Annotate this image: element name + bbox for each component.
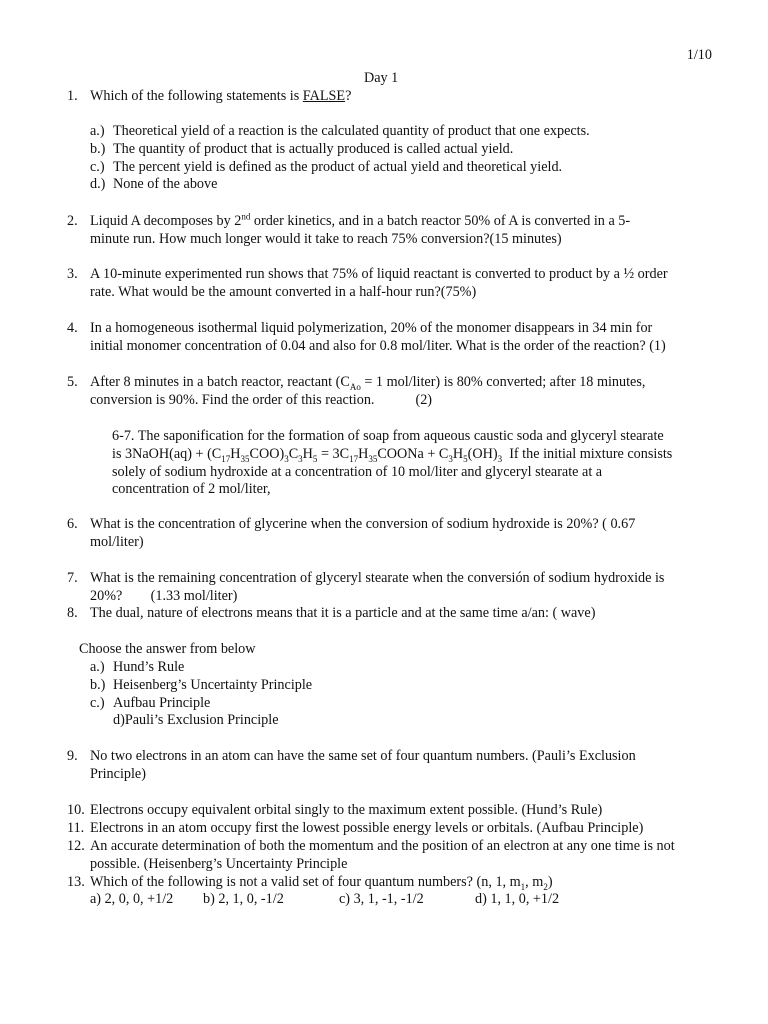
eq-part: (OH) xyxy=(467,445,498,462)
subscript: Ao xyxy=(349,381,361,392)
option-label: d.) xyxy=(90,176,106,193)
subscript: 3 xyxy=(284,453,289,464)
option-b: b) 2, 1, 0, -1/2 xyxy=(203,891,284,907)
question-1-options xyxy=(90,123,590,194)
question-5 xyxy=(67,374,717,410)
question-text: Electrons occupy equivalent orbital singly to the maximum extent possible. (Hund’s Rule) xyxy=(90,802,603,818)
subscript: 35 xyxy=(240,453,250,464)
option-text: None of the above xyxy=(113,176,218,193)
question-number: 4. xyxy=(67,320,78,336)
option-label: c.) xyxy=(90,158,105,175)
option-text: Theoretical yield of a reaction is the calculated quantity of product that one expects. xyxy=(113,123,590,139)
subscript: 3 xyxy=(448,453,453,464)
subscript: 17 xyxy=(349,453,359,464)
question-text-line2: Principle) xyxy=(90,765,146,782)
option-a xyxy=(90,123,590,141)
eq-part: = 3C xyxy=(317,445,350,462)
option-a: a) 2, 0, 0, +1/2 xyxy=(90,891,174,907)
option-label: b.) xyxy=(90,140,106,157)
block-text: 6-7. The saponification for the formation of soap from aqueous caustic soda and glyceryl stearate xyxy=(112,428,664,444)
subscript: 17 xyxy=(221,453,231,464)
question-number: 1. xyxy=(67,88,78,104)
option-b xyxy=(90,141,590,159)
eq-part: C xyxy=(288,445,299,462)
option-label: a.) xyxy=(90,659,105,675)
eq-part: is 3NaOH(aq) + (C xyxy=(112,445,222,462)
question-text-line2: initial monomer concentration of 0.04 and also for 0.8 mol/liter. What is the order of the reaction? (1) xyxy=(90,337,666,354)
subscript: 2 xyxy=(543,881,548,892)
question-number: 6. xyxy=(67,516,78,532)
option-d: d) 1, 1, 0, +1/2 xyxy=(475,891,560,907)
question-number: 10. xyxy=(67,802,85,818)
question-number: 13. xyxy=(67,874,85,890)
subscript: 35 xyxy=(368,453,378,464)
question-number: 8. xyxy=(67,605,78,621)
question-text: In a homogeneous isothermal liquid polymerization, 20% of the monomer disappears in 34 min for xyxy=(90,320,653,336)
option-label: b.) xyxy=(90,676,106,693)
question-text: Which of the following is not a valid set of four quantum numbers? (n, 1, m xyxy=(90,874,521,890)
answer: (2) xyxy=(415,391,433,408)
question-text-line2: minute run. How much longer would it take to reach 75% conversion?(15 minutes) xyxy=(90,230,562,247)
question-text-line2: 20%? (1.33 mol/liter) xyxy=(90,587,238,604)
question-text-line2: rate. What would be the amount converted in a half-hour run?(75%) xyxy=(90,283,477,300)
question-text-line2: conversion is 90%. Find the order of this reaction. xyxy=(90,391,375,408)
option-c xyxy=(90,695,312,713)
question-9 xyxy=(67,748,717,784)
question-text-end: ? xyxy=(345,88,352,104)
option-text: The percent yield is defined as the product of actual yield and theoretical yield. xyxy=(113,158,563,175)
question-text: order kinetics, and in a batch reactor 50% of A is converted in a 5- xyxy=(250,213,631,229)
eq-part: H xyxy=(302,445,313,462)
question-text: What is the concentration of glycerine when the conversion of sodium hydroxide is 20%? ( 0.67 xyxy=(90,516,636,532)
choose-heading: Choose the answer from below xyxy=(79,641,256,657)
emphasis-false: FALSE xyxy=(302,88,346,104)
question-text-line2: possible. (Heisenberg’s Uncertainty Principle xyxy=(90,855,348,872)
question-number: 7. xyxy=(67,570,78,586)
superscript: nd xyxy=(241,211,251,222)
option-a xyxy=(90,659,312,677)
question-6 xyxy=(67,516,717,552)
question-1 xyxy=(67,88,717,106)
subscript: 5 xyxy=(312,453,318,464)
question-text: , m xyxy=(525,874,544,890)
question-2 xyxy=(67,213,717,249)
question-text: ) xyxy=(547,874,553,890)
eq-part: If the initial mixture consists xyxy=(502,445,673,462)
block-text: concentration of 2 mol/liter, xyxy=(112,481,271,498)
eq-part: COONa + C xyxy=(377,445,449,462)
question-text: A 10-minute experimented run shows that 75% of liquid reactant is converted to product by a ½ order xyxy=(90,266,668,282)
page-number: 1/10 xyxy=(686,47,712,63)
question-text: The dual, nature of electrons means that it is a particle and at the same time a/an: ( wave) xyxy=(90,605,596,621)
option-text: Hund’s Rule xyxy=(113,659,185,675)
question-12 xyxy=(67,838,717,874)
option-label: a.) xyxy=(90,123,105,139)
question-text: After 8 minutes in a batch reactor, reactant (C xyxy=(90,374,350,390)
option-c xyxy=(90,159,590,177)
option-text: Aufbau Principle xyxy=(113,694,211,711)
subscript: 1 xyxy=(520,881,526,892)
question-number: 12. xyxy=(67,838,85,854)
option-label: c.) xyxy=(90,694,105,711)
subscript: 3 xyxy=(497,453,503,464)
question-4 xyxy=(67,320,717,356)
question-text: Liquid A decomposes by 2 xyxy=(90,213,242,229)
question-8 xyxy=(67,605,717,623)
subscript: 3 xyxy=(298,453,303,464)
subscript: 5 xyxy=(463,453,468,464)
option-text: Heisenberg’s Uncertainty Principle xyxy=(113,676,313,693)
eq-part: H xyxy=(358,445,369,462)
question-number: 3. xyxy=(67,266,78,282)
question-text: No two electrons in an atom can have the same set of four quantum numbers. (Pauli’s Exclusion xyxy=(90,748,636,764)
question-11 xyxy=(67,820,717,838)
option-d xyxy=(90,176,590,194)
question-text: What is the remaining concentration of glyceryl stearate when the conversión of sodium hydroxide is xyxy=(90,570,665,586)
saponification-block xyxy=(112,428,722,499)
eq-part: COO) xyxy=(249,445,285,462)
question-text-line2: mol/liter) xyxy=(90,533,144,550)
option-text: The quantity of product that is actually produced is called actual yield. xyxy=(113,140,514,157)
question-7 xyxy=(67,570,717,606)
option-d: d)Pauli’s Exclusion Principle xyxy=(113,712,279,729)
block-text: solely of sodium hydroxide at a concentration of 10 mol/liter and glyceryl stearate at a xyxy=(112,463,603,480)
question-text: Which of the following statements is xyxy=(90,88,303,104)
question-10 xyxy=(67,802,717,820)
question-number: 5. xyxy=(67,374,78,390)
question-3 xyxy=(67,266,717,302)
question-13 xyxy=(67,874,717,892)
question-text: = 1 mol/liter) is 80% converted; after 18 minutes, xyxy=(360,374,646,390)
day-heading: Day 1 xyxy=(364,70,399,86)
choose-options xyxy=(90,659,312,730)
eq-part: H xyxy=(230,445,241,462)
eq-part: H xyxy=(452,445,464,462)
question-number: 9. xyxy=(67,748,78,764)
question-text: An accurate determination of both the momentum and the position of an electron at any one time is not xyxy=(90,838,675,854)
question-text: Electrons in an atom occupy first the lowest possible energy levels or orbitals. (Aufbau Principle) xyxy=(90,820,644,836)
option-c: c) 3, 1, -1, -1/2 xyxy=(339,891,424,907)
equation-line xyxy=(112,446,722,464)
option-b xyxy=(90,677,312,695)
question-number: 2. xyxy=(67,213,78,229)
question-number: 11. xyxy=(67,820,85,836)
